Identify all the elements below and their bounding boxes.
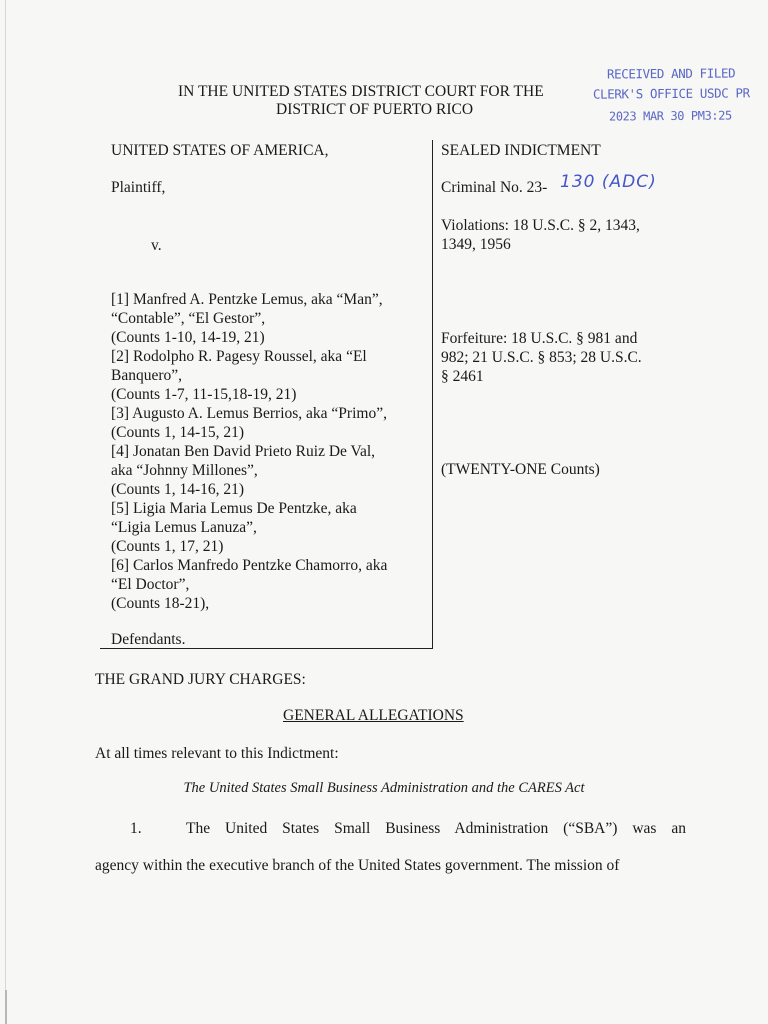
defendant-line: (Counts 1-10, 14-19, 21) xyxy=(111,329,265,346)
defendant-line: (Counts 18-21), xyxy=(111,595,210,612)
plaintiff-label: Plaintiff, xyxy=(111,179,166,196)
forfeiture-line1: Forfeiture: 18 U.S.C. § 981 and xyxy=(441,330,638,347)
filed-stamp-line1: RECEIVED AND FILED xyxy=(606,65,736,82)
intro-line: At all times relevant to this Indictment: xyxy=(95,745,339,762)
defendants-label: Defendants. xyxy=(111,631,186,648)
caption-bottom-rule xyxy=(100,648,433,649)
violations-line1: Violations: 18 U.S.C. § 2, 1343, xyxy=(441,217,640,234)
forfeiture-line2: 982; 21 U.S.C. § 853; 28 U.S.C. xyxy=(441,349,642,366)
criminal-number: Criminal No. 23- xyxy=(441,179,548,196)
indictment-title: SEALED INDICTMENT xyxy=(441,142,601,159)
defendant-line: [4] Jonatan Ben David Prieto Ruiz De Val, xyxy=(111,443,376,460)
defendant-line: [5] Ligia Maria Lemus De Pentzke, aka xyxy=(111,500,357,517)
versus: v. xyxy=(151,237,162,254)
defendant-line: (Counts 1, 14-16, 21) xyxy=(111,481,245,498)
defendant-line: (Counts 1-7, 11-15,18-19, 21) xyxy=(111,386,297,403)
court-district: DISTRICT OF PUERTO RICO xyxy=(276,101,474,118)
grand-jury-charges: THE GRAND JURY CHARGES: xyxy=(95,671,306,688)
general-allegations-heading: GENERAL ALLEGATIONS xyxy=(283,707,464,724)
forfeiture-line3: § 2461 xyxy=(441,368,484,385)
defendant-line: [6] Carlos Manfredo Pentzke Chamorro, aka xyxy=(111,557,388,574)
paragraph-number: 1. xyxy=(130,820,142,837)
defendant-line: [1] Manfred A. Pentzke Lemus, aka “Man”, xyxy=(111,291,383,308)
defendant-line: (Counts 1, 14-15, 21) xyxy=(111,424,245,441)
handwritten-case-number: 130 (ADC) xyxy=(560,172,657,192)
paragraph-line1: The United States Small Business Administration (“SBA”) was an xyxy=(186,820,686,837)
page-edge-mark xyxy=(5,990,7,1024)
counts-total: (TWENTY-ONE Counts) xyxy=(441,461,600,478)
defendant-line: aka “Johnny Millones”, xyxy=(111,462,258,479)
defendant-line: [2] Rodolpho R. Pagesy Roussel, aka “El xyxy=(111,348,367,365)
defendant-line: “Contable”, “El Gestor”, xyxy=(111,310,266,327)
violations-line2: 1349, 1956 xyxy=(441,236,511,253)
defendant-line: Banquero”, xyxy=(111,367,183,384)
filed-stamp-line3: 2023 MAR 30 PM3:25 xyxy=(608,108,732,124)
page-edge xyxy=(5,0,6,1024)
defendant-line: “El Doctor”, xyxy=(111,576,190,593)
court-name: IN THE UNITED STATES DISTRICT COURT FOR THE xyxy=(178,83,544,100)
caption-divider xyxy=(432,140,433,649)
section-subheading: The United States Small Business Administration and the CARES Act xyxy=(183,780,585,796)
defendant-line: (Counts 1, 17, 21) xyxy=(111,538,224,555)
defendant-line: “Ligia Lemus Lanuza”, xyxy=(111,519,257,536)
paragraph-line2: agency within the executive branch of the United States government. The mission of xyxy=(95,857,620,874)
filed-stamp-line2: CLERK'S OFFICE USDC PR xyxy=(592,85,750,102)
defendant-line: [3] Augusto A. Lemus Berrios, aka “Primo”, xyxy=(111,405,387,422)
plaintiff-name: UNITED STATES OF AMERICA, xyxy=(111,142,329,159)
